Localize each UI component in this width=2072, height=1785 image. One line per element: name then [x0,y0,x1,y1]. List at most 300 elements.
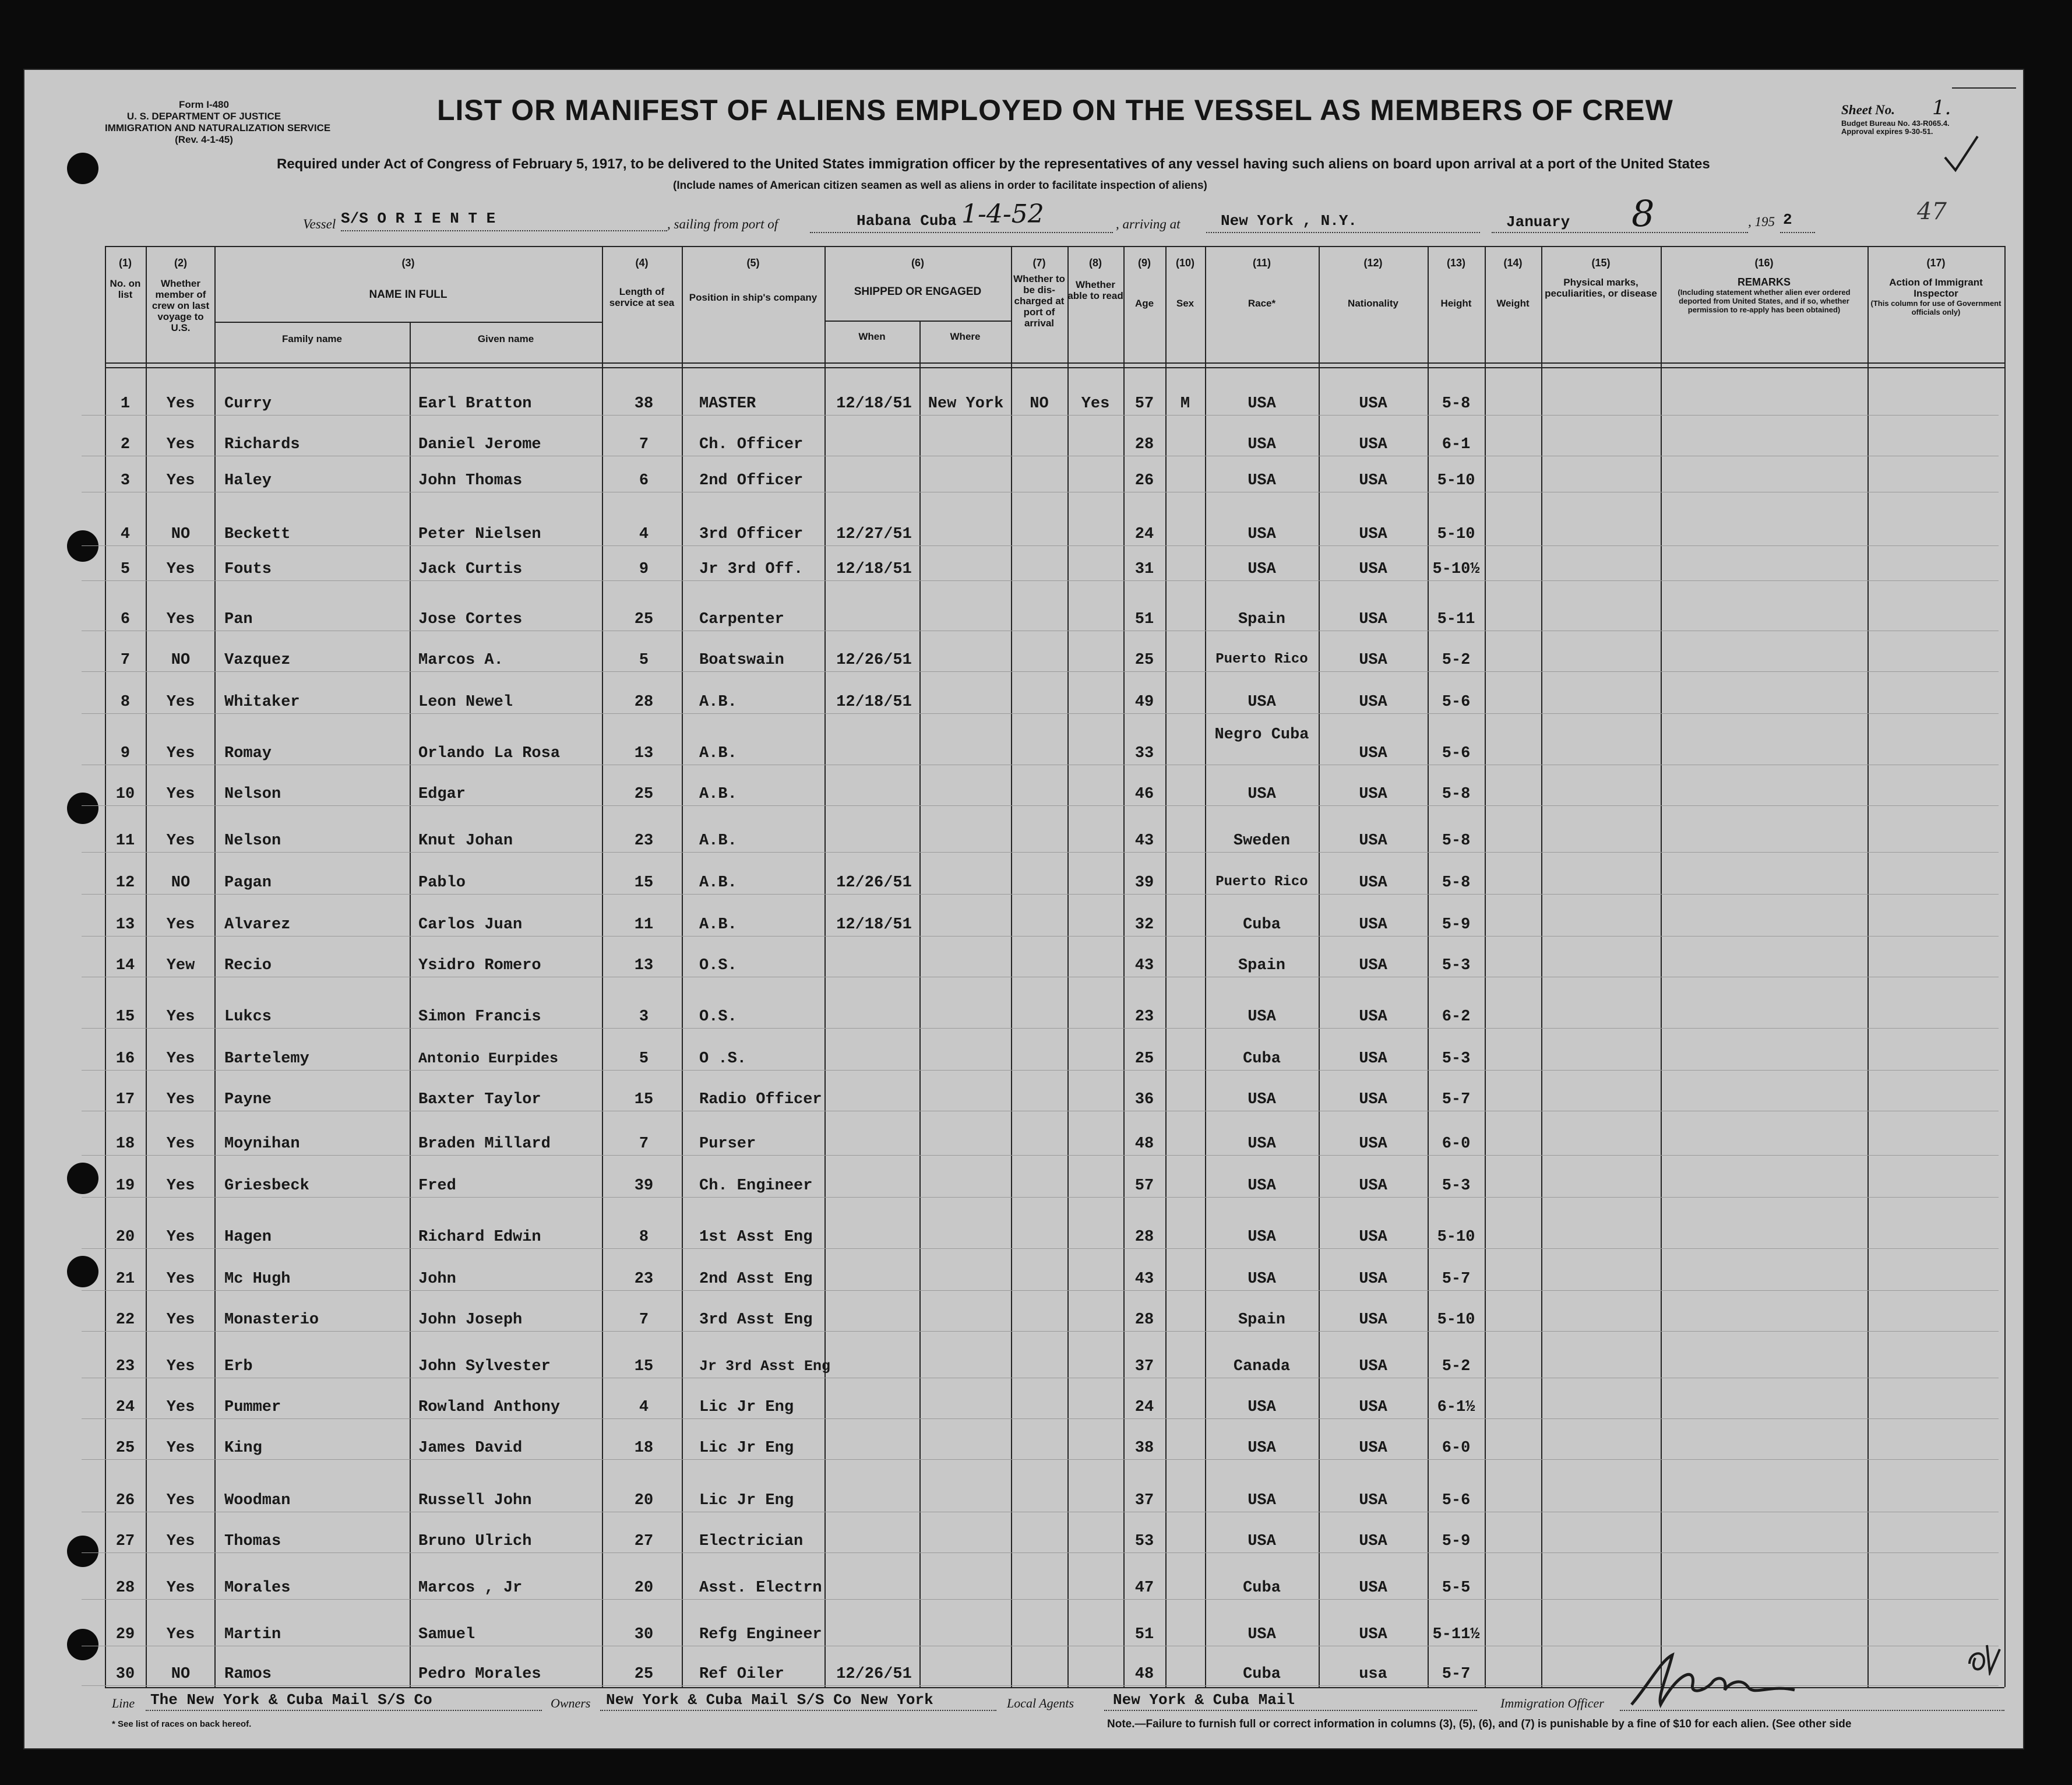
cell-nationality: USA [1359,693,1387,711]
cell-no: 11 [115,832,135,850]
cell-no: 30 [115,1666,135,1683]
cell-service: 7 [639,1135,649,1153]
cell-family: Erb [224,1358,253,1375]
cell-service: 27 [634,1533,654,1550]
cell-age: 53 [1134,1533,1154,1550]
cell-race: USA [1248,395,1276,413]
row-rule [82,1290,1999,1291]
cell-service: 15 [634,1358,654,1375]
cell-race: Puerto Rico [1215,652,1308,667]
cell-position: Jr 3rd Asst Eng [699,1358,831,1375]
row-rule [82,1070,1999,1071]
cell-race: Negro Cuba [1214,726,1309,744]
cell-position: Purser [699,1135,756,1153]
punch-hole [67,153,98,184]
cell-age: 37 [1134,1358,1154,1375]
punch-hole [67,1256,98,1287]
cell-height: 5-7 [1442,1091,1471,1108]
cell-nationality: USA [1359,1008,1387,1026]
cell-service: 13 [634,745,654,762]
cell-age: 57 [1134,395,1154,413]
cell-nationality: USA [1359,1358,1387,1375]
cell-nationality: USA [1359,916,1387,934]
cell-position: A.B. [699,693,737,711]
cell-height: 6-1½ [1437,1399,1475,1416]
cell-nationality: USA [1359,1626,1387,1643]
cell-no: 16 [115,1050,135,1068]
cell-family: Lukcs [224,1008,272,1026]
cell-no: 20 [115,1228,135,1246]
arriving-port: New York , N.Y. [1221,212,1358,230]
cell-last: Yes [166,395,195,413]
cell-no: 23 [115,1358,135,1375]
cell-last: Yes [166,1533,195,1550]
cell-given: Jack Curtis [418,561,523,578]
cell-race: USA [1248,786,1276,803]
cell-nationality: USA [1359,472,1387,490]
cell-height: 5-9 [1442,1533,1471,1550]
arriving-underline [1206,232,1480,233]
cell-last: Yes [166,1270,195,1288]
cell-height: 5-8 [1442,395,1471,413]
col-header-14: (14) Weight [1496,257,1530,309]
vessel-label: Vessel [303,217,336,231]
cell-nationality: USA [1359,652,1387,669]
cell-nationality: USA [1359,874,1387,892]
cell-no: 17 [115,1091,135,1108]
cell-nationality: USA [1359,1050,1387,1068]
cell-height: 5-10 [1437,526,1475,543]
cell-height: 5-10½ [1432,561,1480,578]
cell-position: Carpenter [699,611,784,628]
cell-race: USA [1248,1091,1276,1108]
cell-no: 21 [115,1270,135,1288]
cell-height: 5-3 [1442,1177,1471,1195]
cell-family: Pan [224,611,253,628]
cell-given: Earl Bratton [418,395,532,413]
cell-service: 25 [634,611,654,628]
cell-given: Daniel Jerome [418,436,541,453]
arriving-label: , arriving at [1116,217,1181,231]
cell-race: USA [1248,1177,1276,1195]
cell-height: 5-2 [1442,652,1471,669]
cell-age: 23 [1134,1008,1154,1026]
col-header-17: (17) Action of Immigrant Inspector (This column for use of Government officials only) [1870,257,2001,316]
col-header-15: (15) Physical marks, peculiarities, or disease [1545,257,1657,299]
col-header-where: Where [950,331,981,342]
cell-no: 2 [120,436,131,453]
cell-height: 5-11½ [1432,1626,1480,1643]
cell-when: 12/18/51 [836,916,912,934]
col-header-8: (8) Whether able to read [1067,257,1123,301]
cell-no: 8 [120,693,131,711]
cell-family: King [224,1439,262,1457]
cell-given: Russell John [418,1492,532,1509]
cell-family: Payne [224,1091,272,1108]
cell-position: Asst. Electrn [699,1579,822,1597]
cell-nationality: USA [1359,957,1387,974]
footer-owners: New York & Cuba Mail S/S Co New York [606,1691,933,1709]
cell-given: John Thomas [418,472,523,490]
cell-service: 30 [634,1626,654,1643]
cell-service: 7 [639,1311,649,1329]
col-header-1: (1) No. on list [110,257,141,300]
cell-given: Knut Johan [418,832,513,850]
cell-last: Yes [166,1311,195,1329]
cell-no: 28 [115,1579,135,1597]
cell-nationality: USA [1359,436,1387,453]
cell-service: 7 [639,436,649,453]
cell-nationality: USA [1359,1091,1387,1108]
col-rule [824,246,826,1687]
arrival-day-handwritten: 8 [1631,192,1655,235]
col-header-9: (9) Age [1134,257,1154,309]
cell-last: NO [171,1666,191,1683]
cell-position: O.S. [699,957,737,974]
year-suffix: 2 [1783,211,1792,228]
footer-agents: New York & Cuba Mail [1113,1691,1295,1709]
row-rule [82,1459,1999,1460]
cell-service: 20 [634,1492,654,1509]
cell-age: 28 [1134,1228,1154,1246]
vessel-name: S/S O R I E N T E [341,210,496,227]
sheet-number-underline [1952,87,2016,89]
cell-last: Yes [166,1492,195,1509]
row-rule [82,713,1999,714]
cell-position: Ch. Officer [699,436,804,453]
cell-last: Yes [166,1358,195,1375]
col-rule [1661,246,1662,1687]
col-header-5: (5) Position in ship's company [689,257,817,303]
cell-position: Radio Officer [699,1091,822,1108]
punch-hole [67,1536,98,1567]
cell-age: 43 [1134,832,1154,850]
cell-family: Ramos [224,1666,272,1683]
cell-family: Nelson [224,786,281,803]
cell-race: USA [1248,472,1276,490]
cell-nationality: USA [1359,1228,1387,1246]
cell-height: 5-5 [1442,1579,1471,1597]
col-header-3: (3) NAME IN FULL [369,257,447,301]
cell-position: Boatswain [699,652,784,669]
cell-nationality: USA [1359,1533,1387,1550]
cell-position: Refg Engineer [699,1626,822,1643]
cell-given: Jose Cortes [418,611,523,628]
cell-age: 32 [1134,916,1154,934]
cell-race: USA [1248,1135,1276,1153]
cell-age: 28 [1134,436,1154,453]
row-rule [82,1599,1999,1600]
cell-no: 13 [115,916,135,934]
cell-when: 12/18/51 [836,561,912,578]
cell-position: Ch. Engineer [699,1177,813,1195]
cell-height: 5-8 [1442,832,1471,850]
cell-service: 3 [639,1008,649,1026]
cell-race: USA [1248,561,1276,578]
cell-last: Yes [166,1008,195,1026]
name-subheader-rule [214,322,602,323]
row-rule [82,805,1999,806]
cell-position: Lic Jr Eng [699,1439,794,1457]
cell-race: Sweden [1233,832,1291,850]
row-rule [82,1197,1999,1198]
cell-service: 4 [639,526,649,543]
cell-nationality: USA [1359,1311,1387,1329]
cell-race: Spain [1238,1311,1285,1329]
sailing-date-handwritten: 1-4-52 [961,199,1044,229]
cell-no: 18 [115,1135,135,1153]
form-revision: (Rev. 4-1-45) [175,134,233,145]
cell-last: Yes [166,745,195,762]
col-rule [1485,246,1486,1687]
form-number: Form I-480 [179,99,229,110]
cell-age: 43 [1134,957,1154,974]
cell-no: 27 [115,1533,135,1550]
col-rule [1067,246,1069,1687]
cell-given: John Sylvester [418,1358,551,1375]
footer-line-label: Line [112,1696,135,1710]
date-underline [1492,232,1748,233]
cell-position: 2nd Officer [699,472,804,490]
cell-given: Richard Edwin [418,1228,541,1246]
cell-no: 3 [120,472,131,490]
row-rule [82,671,1999,672]
cell-age: 57 [1134,1177,1154,1195]
budget-number: Budget Bureau No. 43-R065.4. [1841,119,1950,128]
cell-no: 25 [115,1439,135,1457]
cell-no: 6 [120,611,131,628]
cell-height: 5-10 [1437,1228,1475,1246]
form-service: IMMIGRATION AND NATURALIZATION SERVICE [105,122,331,133]
col-rule [1165,246,1167,1687]
initials-mark-icon [1964,1640,2004,1675]
cell-nationality: USA [1359,561,1387,578]
cell-last: Yes [166,436,195,453]
cell-service: 13 [634,957,654,974]
col-rule [1541,246,1542,1687]
cell-family: Pagan [224,874,272,892]
cell-race: USA [1248,1399,1276,1416]
cell-age: 24 [1134,1399,1154,1416]
cell-age: 51 [1134,1626,1154,1643]
cell-age: 38 [1134,1439,1154,1457]
sailing-underline [810,232,1113,233]
cell-age: 36 [1134,1091,1154,1108]
col-header-given-name: Given name [477,333,534,344]
cell-given: Marcos A. [418,652,503,669]
cell-race: Puerto Rico [1215,874,1308,890]
row-rule [82,852,1999,853]
cell-no: 12 [115,874,135,892]
cell-race: USA [1248,1228,1276,1246]
cell-height: 5-11 [1437,611,1475,628]
cell-where: New York [928,395,1004,413]
col-rule [410,322,411,1687]
cell-age: 51 [1134,611,1154,628]
cell-service: 25 [634,1666,654,1683]
year-underline [1780,232,1815,233]
cell-service: 4 [639,1399,649,1416]
cell-family: Fouts [224,561,272,578]
cell-last: Yes [166,916,195,934]
cell-height: 5-2 [1442,1358,1471,1375]
col-header-16: (16) REMARKS (Including statement whether alien ever ordered deported from United States, and if so, whether permission to re-apply has been obtained) [1678,257,1851,314]
cell-height: 5-6 [1442,745,1471,762]
vessel-underline [341,230,667,231]
cell-given: Pedro Morales [418,1666,541,1683]
cell-last: Yes [166,1626,195,1643]
cell-given: Orlando La Rosa [418,745,561,762]
cell-given: John Joseph [418,1311,523,1329]
cell-no: 19 [115,1177,135,1195]
cell-nationality: USA [1359,1399,1387,1416]
cell-race: Spain [1238,611,1285,628]
cell-no: 5 [120,561,131,578]
cell-no: 14 [115,957,135,974]
cell-family: Romay [224,745,272,762]
row-rule [82,1155,1999,1156]
punch-hole [67,1163,98,1194]
cell-no: 1 [120,395,131,413]
cell-race: Canada [1233,1358,1291,1375]
cell-given: Simon Francis [418,1008,541,1026]
col-header-12: (12) Nationality [1348,257,1398,309]
col-rule [1011,246,1012,1687]
cell-age: 47 [1134,1579,1154,1597]
cell-service: 5 [639,652,649,669]
cell-family: Morales [224,1579,291,1597]
sheet-number: 1. [1932,96,1951,119]
cell-height: 5-10 [1437,1311,1475,1329]
include-note: (Include names of American citizen seamen as well as aliens in order to facilitate inspection of aliens) [673,179,1207,192]
col-rule [2004,246,2006,1687]
cell-nationality: USA [1359,832,1387,850]
cell-position: 3rd Officer [699,526,804,543]
cell-service: 23 [634,832,654,850]
cell-family: Thomas [224,1533,281,1550]
cell-no: 4 [120,526,131,543]
cell-given: Antonio Eurpides [418,1050,559,1067]
row-rule [82,415,1999,416]
cell-age: 43 [1134,1270,1154,1288]
row-rule [82,1248,1999,1249]
cell-height: 5-3 [1442,957,1471,974]
col-header-family-name: Family name [282,333,342,344]
cell-race: USA [1248,1270,1276,1288]
col-rule [682,246,683,1687]
row-rule [82,1418,1999,1419]
cell-service: 15 [634,1091,654,1108]
footer-owners-label: Owners [551,1696,591,1710]
cell-race: USA [1248,1008,1276,1026]
footer-line-underline [146,1710,542,1711]
cell-nationality: USA [1359,1439,1387,1457]
cell-family: Mc Hugh [224,1270,291,1288]
cell-given: Ysidro Romero [418,957,541,974]
cell-family: Bartelemy [224,1050,309,1068]
cell-position: A.B. [699,874,737,892]
cell-discharged: NO [1030,395,1049,413]
cell-age: 25 [1134,652,1154,669]
cell-nationality: USA [1359,745,1387,762]
cell-family: Haley [224,472,272,490]
col-rule [602,246,603,1687]
cell-race: USA [1248,1626,1276,1643]
col-rule [1867,246,1869,1687]
cell-race: Cuba [1243,1050,1281,1068]
cell-race: USA [1248,1533,1276,1550]
cell-height: 6-0 [1442,1439,1471,1457]
cell-last: Yes [166,1579,195,1597]
row-rule [82,545,1999,546]
cell-service: 25 [634,786,654,803]
cell-given: Bruno Ulrich [418,1533,532,1550]
cell-given: Peter Nielsen [418,526,541,543]
cell-position: Lic Jr Eng [699,1399,794,1416]
col-header-when: When [858,331,886,342]
cell-position: Electrician [699,1533,804,1550]
cell-height: 5-6 [1442,693,1471,711]
cell-last: Yes [166,472,195,490]
cell-given: Rowland Anthony [418,1399,561,1416]
year-label: , 195 [1748,214,1775,229]
sailing-label: , sailing from port of [667,217,778,231]
cell-position: O.S. [699,1008,737,1026]
cell-position: Lic Jr Eng [699,1492,794,1509]
cell-family: Martin [224,1626,281,1643]
cell-height: 6-2 [1442,1008,1471,1026]
cell-last: Yes [166,786,195,803]
cell-last: NO [171,526,191,543]
col-header-6: (6) SHIPPED OR ENGAGED [854,257,982,298]
cell-height: 5-9 [1442,916,1471,934]
approval-expiry: Approval expires 9-30-51. [1841,127,1933,136]
table-top-rule [105,246,2004,247]
cell-nationality: usa [1359,1666,1387,1683]
cell-position: Ref Oiler [699,1666,784,1683]
sheet-label: Sheet No. [1841,103,1895,117]
cell-position: O .S. [699,1050,747,1068]
cell-family: Beckett [224,526,291,543]
cell-sex: M [1180,395,1190,413]
cell-height: 6-1 [1442,436,1471,453]
cell-last: Yes [166,611,195,628]
cell-nationality: USA [1359,526,1387,543]
shipped-subheader-rule [824,321,1011,322]
cell-race: Cuba [1243,1666,1281,1683]
page-subtitle: Required under Act of Congress of February 5, 1917, to be delivered to the United States immigration officer by the representatives of any vessel having such aliens on board upon arrival at a port of the United States [277,156,1710,172]
header-bottom-rule-2 [105,367,2004,368]
cell-height: 5-8 [1442,874,1471,892]
cell-when: 12/18/51 [836,395,912,413]
cell-family: Monasterio [224,1311,319,1329]
row-rule [82,1028,1999,1029]
cell-given: Pablo [418,874,466,892]
cell-given: James David [418,1439,523,1457]
cell-position: A.B. [699,916,737,934]
cell-no: 29 [115,1626,135,1643]
cell-service: 9 [639,561,649,578]
sheet-number-block [1841,96,1951,136]
cell-given: Fred [418,1177,456,1195]
cell-service: 5 [639,1050,649,1068]
cell-height: 5-8 [1442,786,1471,803]
cell-last: Yes [166,1091,195,1108]
cell-family: Nelson [224,832,281,850]
form-id-block [105,99,331,146]
header-bottom-rule [105,362,2004,364]
punch-hole [67,530,98,562]
